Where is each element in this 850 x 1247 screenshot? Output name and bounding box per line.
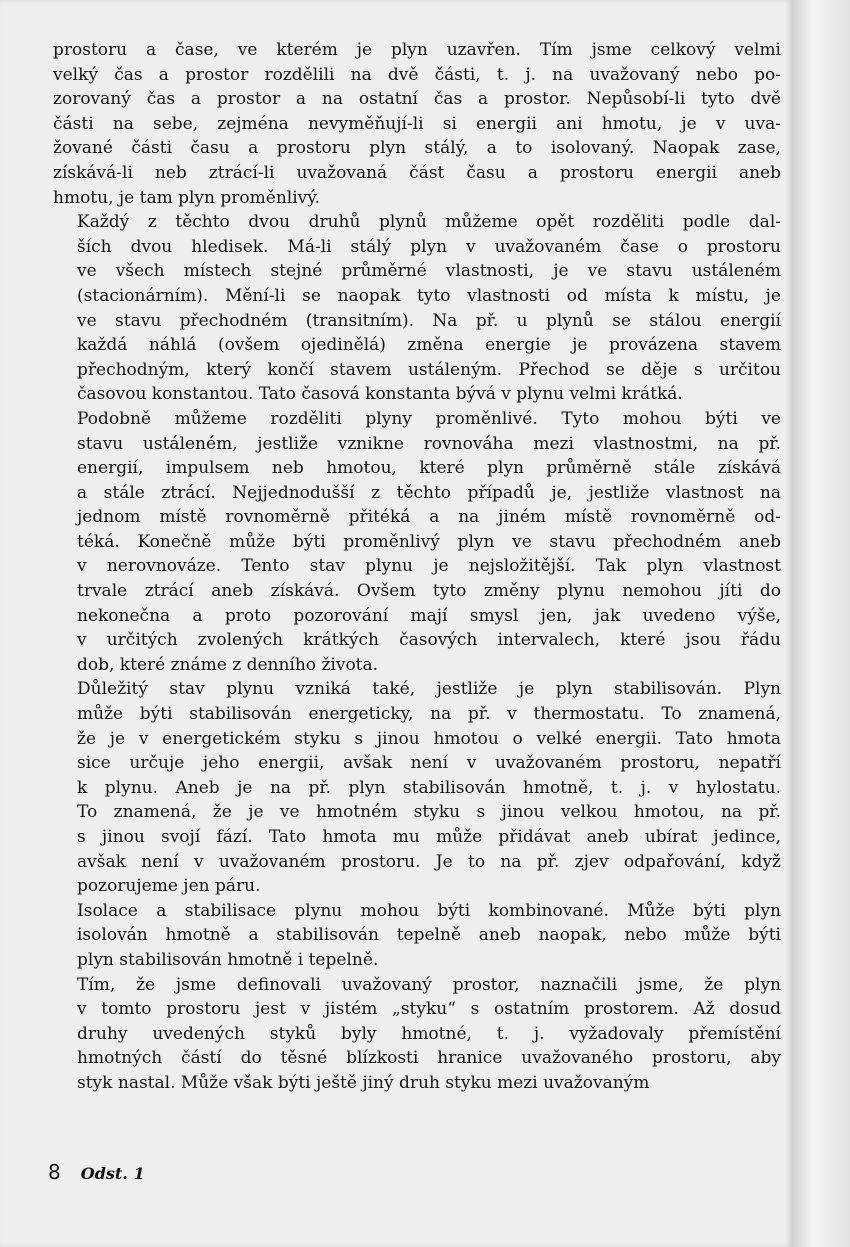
text-line: Tím, že jsme definovali uvažovaný prostor, naznačili jsme, že plyn [77,974,781,995]
text-line: časovou konstantou. Tato časová konstanta bývá v plynu velmi krátká. [77,384,683,405]
text-line: isolován hmotně a stabilisován tepelně aneb naopak, nebo může býti [77,925,781,946]
text-line: (stacionárním). Mění-li se naopak tyto vlastnosti od místa k místu, je [77,285,781,306]
text-line: ších dvou hledisek. Má-li stálý plyn v uvažovaném čase o prostoru [77,236,781,257]
text-line: může býti stabilisován energeticky, na př. v thermostatu. To znamená, [77,704,781,725]
paragraph [53,38,781,210]
text-line: prostoru a čase, ve kterém je plyn uzavřen. Tím jsme celkový velmi [53,40,781,60]
text-line: v určitých zvolených krátkých časových intervalech, které jsou řádu [77,630,781,651]
text-line: že je v energetickém styku s jinou hmotou o velké energii. Tato hmota [77,728,781,749]
text-line: žované části času a prostoru plyn stálý, a to isolovaný. Naopak zase, [53,138,781,159]
page-number: 8 [48,1160,61,1184]
paragraph [53,677,781,898]
section-label: Odst. 1 [80,1164,145,1183]
text-line: druhy uvedených styků byly hmotné, t. j. vyžadovaly přemístění [77,1023,781,1044]
paragraph [53,973,781,1096]
text-line: části na sebe, zejména nevyměňují-li si energii ani hmotu, je v uva- [53,113,781,134]
text-line: téká. Konečně může býti proměnlivý plyn ve stavu přechodném aneb [77,531,781,552]
text-line: zorovaný čas a prostor a na ostatní čas a prostor. Nepůsobí-li tyto dvě [53,89,781,110]
text-line: Isolace a stabilisace plynu mohou býti kombinované. Může býti plyn [77,900,781,921]
text-line: nekonečna a proto pozorování mají smysl jen, jak uvedeno výše, [77,605,781,626]
text-line: s jinou svojí fází. Tato hmota mu může přidávat aneb ubírat jedince, [77,827,781,847]
text-line: Každý z těchto dvou druhů plynů můžeme opět rozděliti podle dal- [77,212,781,233]
text-line: sice určuje jeho energii, avšak není v uvažovaném prostoru, nepatří [77,753,781,774]
text-line: ve všech místech stejné průměrné vlastnosti, je ve stavu ustáleném [77,261,781,282]
text-line: hmotných částí do těsné blízkosti hranice uvažovaného prostoru, aby [77,1048,781,1069]
text-line: plyn stabilisován hmotně i tepelně. [77,949,379,970]
text-line: Důležitý stav plynu vzniká také, jestliže je plyn stabilisován. Plyn [77,679,781,700]
text-line: trvale ztrácí aneb získává. Ovšem tyto změny plynu nemohou jíti do [77,581,781,602]
text-line: přechodným, který končí stavem ustáleným. Přechod se děje s určitou [77,359,781,380]
text-line: velký čas a prostor rozdělili na dvě části, t. j. na uvažovaný nebo po- [53,64,781,85]
text-line: hmotu, je tam plyn proměnlivý. [53,187,320,208]
text-line: k plynu. Aneb je na př. plyn stabilisován hmotně, t. j. v hylostatu. [77,777,781,798]
text-line: a stále ztrácí. Nejjednodušší z těchto případů je, jestliže vlastnost na [77,482,781,503]
text-line: To znamená, že je ve hmotném styku s jinou velkou hmotou, na př. [77,802,781,823]
text-line: ve stavu přechodném (transitním). Na př. u plynů se stálou energií [77,310,781,331]
paragraph [53,407,781,678]
text-line: avšak není v uvažovaném prostoru. Je to na př. zjev odpařování, když [77,851,781,872]
text-line: každá náhlá (ovšem ojedinělá) změna energie je provázena stavem [77,335,781,356]
text-line: v nerovnováze. Tento stav plynu je nejsložitější. Tak plyn vlastnost [77,556,781,577]
text-line: v tomto prostoru jest v jistém „styku“ s ostatním prostorem. Až dosud [77,999,781,1020]
text-line: styk nastal. Může však býti ještě jiný druh styku mezi uvažovaným [77,1072,650,1093]
paragraph [53,210,781,407]
body-text [53,38,781,1096]
text-line: jednom místě rovnoměrně přitéká a na jiném místě rovnoměrně od- [77,507,781,528]
page-footer [48,1160,145,1184]
text-line: dob, které známe z denního života. [77,654,379,675]
text-line: Podobně můžeme rozděliti plyny proměnlivé. Tyto mohou býti ve [77,408,781,429]
text-line: energií, impulsem neb hmotou, které plyn průměrně stále získává [77,458,781,479]
page-edge [792,0,850,1247]
text-line: pozorujeme jen páru. [77,876,261,897]
text-line: stavu ustáleném, jestliže vznikne rovnováha mezi vlastnostmi, na př. [77,433,781,454]
text-line: získává-li neb ztrácí-li uvažovaná část času a prostoru energii aneb [53,162,781,183]
paragraph [53,899,781,973]
